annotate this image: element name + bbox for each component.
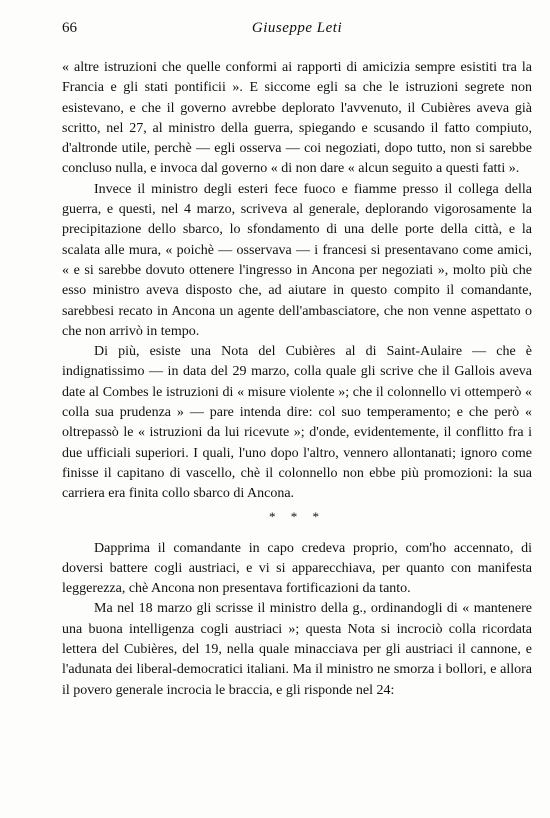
- paragraph-2: Invece il ministro degli esteri fece fuoco e fiamme presso il collega della guerra, e questi, nel 4 marzo, scriveva al generale, deplorando vigorosamente la precipitazione dello sbarco, lo sfondamento di una delle porte della città, e la scalata alle mura, « poichè — osservava — i francesi si presentavano come amici, « e si sarebbe dovuto ottenere l'ingresso in Ancona per negoziati », molto più che esso ministro aveva disposto che, ad aiutare in questo compito il comandante, sarebbesi recato in Ancona un agente dell'ambasciatore, che non venne aspettato o che non arrivò in tempo.: [62, 181, 532, 339]
- running-title: Giuseppe Leti: [251, 20, 343, 36]
- page-header: [62, 20, 532, 44]
- paragraph-5: Ma nel 18 marzo gli scrisse il ministro della g., ordinandogli di « mantenere una buona intelligenza cogli austriaci »; questa Nota si incrociò colla ricordata lettera del Cubières, del 19, nella quale minacciava per gli austriaci il cannone, e l'adunata dei liberal-democratici italiani. Ma il ministro ne smorza i bollori, e allora il povero generale incrocia le braccia, e gli risponde nel 24:: [62, 601, 532, 698]
- paragraph-4: Dapprima il comandante in capo credeva proprio, com'ho accennato, di doversi battere cogli austriaci, e vi si apparecchiava, per quanto con manifesta leggerezza, chè Ancona non presentava fortificazioni da tanto.: [62, 540, 532, 597]
- page-body: [62, 58, 532, 701]
- paragraph-1: « altre istruzioni che quelle conformi ai rapporti di amicizia sempre esistiti tra la Francia e gli stati pontificii ». E siccome egli sa che le istruzioni segrete non esistevano, e che il governo avrebbe deplorato l'avvenuto, il Cubières aveva già scritto, nel 27, al ministro della guerra, spiegando e scusando il fatto compiuto, d'altronde utile, perchè — egli osserva — coi negoziati, dopo tutto, non si sarebbe concluso nulla, e invoca dal governo « di non dare « alcun seguito a questi fatti ».: [62, 60, 532, 177]
- page-number: 66: [62, 20, 77, 36]
- section-separator: * * *: [269, 508, 325, 524]
- paragraph-3: Di più, esiste una Nota del Cubières al di Saint-Aulaire — che è indignatissimo — in data del 29 marzo, colla quale gli scrive che il Gallois aveva date al Combes le istruzioni di « misure violente »; che il colonnello vi ottemperò « colla sua prudenza » — pare intenda dire: col suo temperamento; e che però « oltrepassò le « istruzioni da lui ricevute »; d'onde, evidentemente, il conflitto fra i due ufficiali superiori. I quali, l'uno dopo l'altro, vennero allontanati; ignoro come finisse il capitano di vascello, chè il colonnello non ebbe più promozioni: la sua carriera era finita collo sbarco di Ancona.: [62, 344, 532, 502]
